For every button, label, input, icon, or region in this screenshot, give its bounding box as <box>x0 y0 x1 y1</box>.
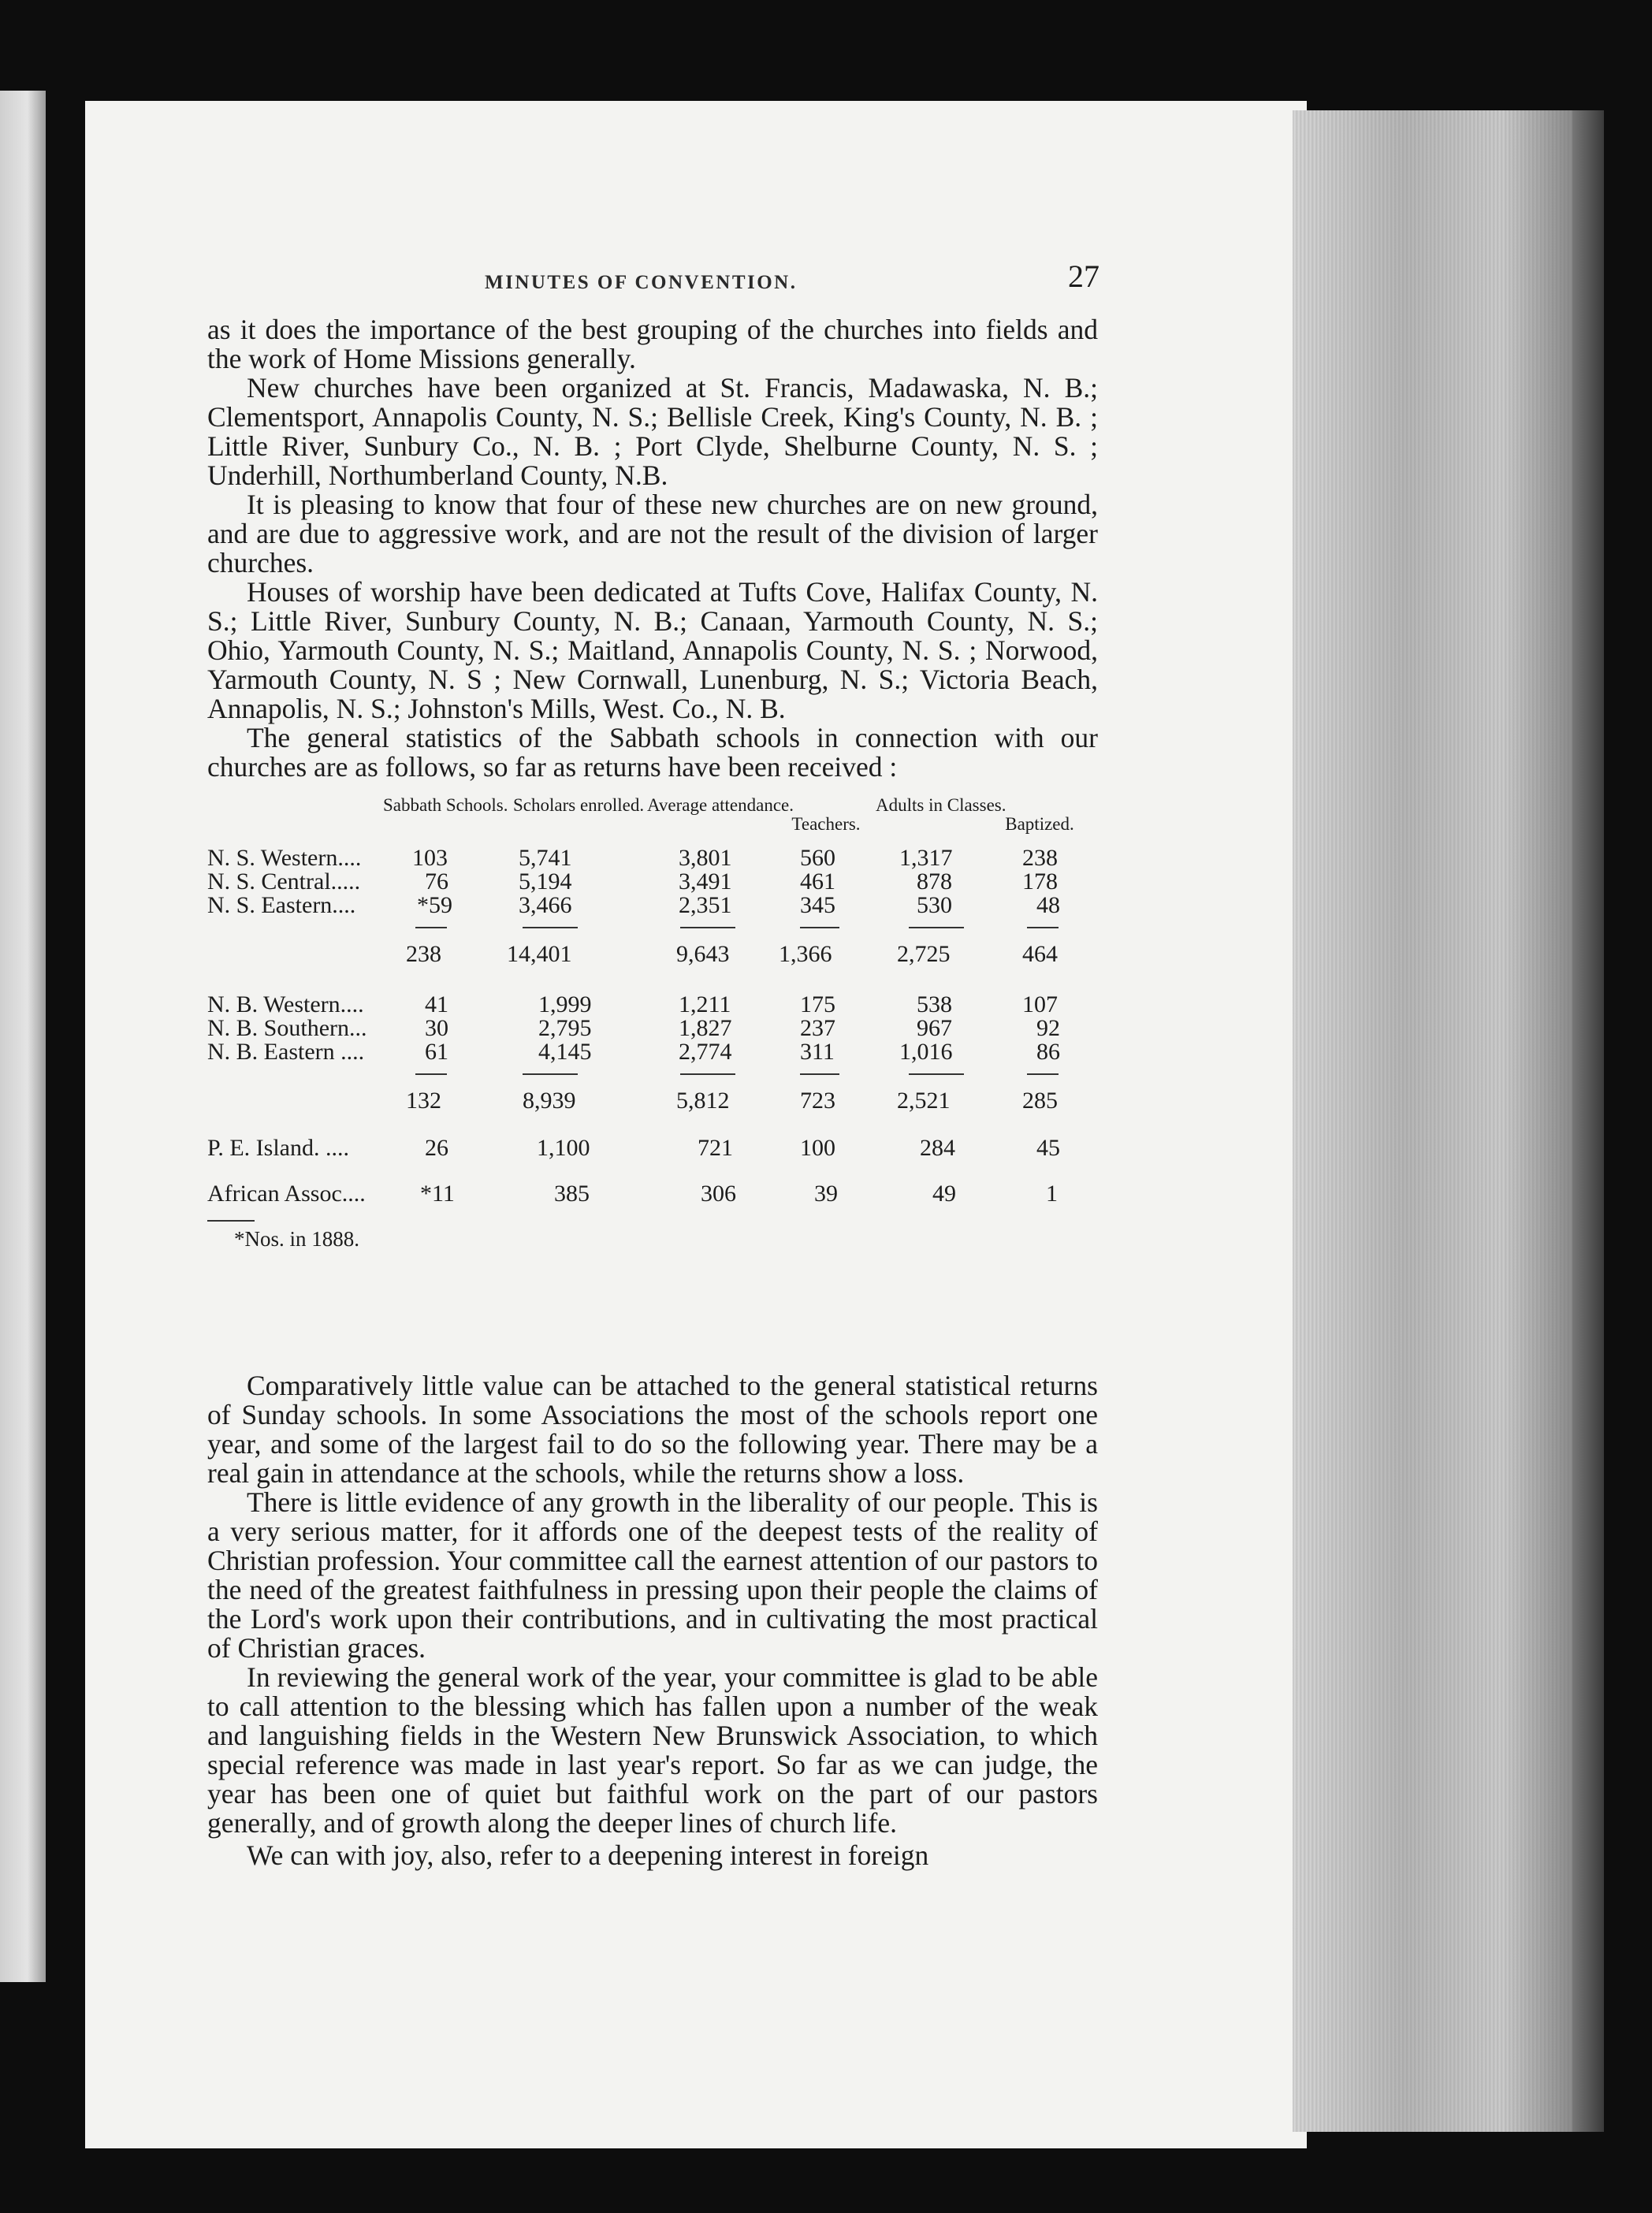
rule <box>523 1073 578 1075</box>
facing-page-edge <box>0 91 46 1982</box>
paragraph: New churches have been organized at St. Francis, Madawaska, N. B.; Clementsport, Annapolis County, N. S.; Bellisle Creek, King's County, N. B. ; Little River, Sunbury Co., N. B. ; Port Clyde, Shelburne County, N. S. ; Underhill, Northumberland County, N.B. <box>207 372 1098 491</box>
table-cell: 178 <box>1022 868 1058 894</box>
table-cell: 48 <box>1036 892 1060 918</box>
rule <box>1027 927 1059 928</box>
paragraph: In reviewing the general work of the year, your committee is glad to be able to call attention to the blessing which has fallen upon a number of the weak and languishing fields in the Western New Brunswick Association, to which special reference was made in last year's report. So far as we can judge, the year has been one of quiet but faithful work on the part of our pastors generally, and of growth along the deeper lines of church life. <box>207 1661 1098 1839</box>
table-cell: 4,145 <box>538 1039 592 1065</box>
paragraph: The general statistics of the Sabbath schools in connection with our churches are as follows, so far as returns have been received : <box>207 722 1098 783</box>
table-cell: *11 <box>420 1181 455 1207</box>
table-cell: 49 <box>932 1181 956 1207</box>
table-cell: 385 <box>554 1181 590 1207</box>
subtotal-cell: 723 <box>800 1088 835 1114</box>
rule <box>909 927 964 928</box>
sabbath-school-statistics-table <box>207 796 1098 1371</box>
subtotal-cell: 132 <box>406 1088 441 1114</box>
subtotal-cell: 14,401 <box>507 941 572 967</box>
table-cell: 538 <box>917 991 952 1017</box>
running-title: MINUTES OF CONVENTION. <box>485 272 798 293</box>
table-cell: 5,741 <box>519 845 572 871</box>
paragraph: Comparatively little value can be attached to the general statistical returns of Sunday schools. In some Associations the most of the schools report one year, and some of the largest fail to do so the following year. There may be a real gain in attendance at the schools, while the returns show a loss. <box>207 1370 1098 1489</box>
table-cell: 967 <box>917 1015 952 1041</box>
row-label: N. B. Southern... <box>207 1015 367 1041</box>
rule <box>800 1073 839 1075</box>
table-cell: 30 <box>425 1015 448 1041</box>
subtotal-cell: 8,939 <box>523 1088 576 1114</box>
rule <box>909 1073 964 1075</box>
subtotal-cell: 5,812 <box>676 1088 730 1114</box>
table-cell: 107 <box>1022 991 1058 1017</box>
table-cell: 2,774 <box>679 1039 732 1065</box>
column-header: Scholars enrolled. <box>513 795 645 815</box>
paragraph: There is little evidence of any growth in the liberality of our people. This is a very serious matter, for it affords one of the deepest tests of the reality of Christian profession. Your committee call the earnest attention of our pastors to the need of the greatest faithfulness in pressing upon their people the claims of the Lord's work upon their contributions, and in cultivating the most practical of Christian graces. <box>207 1486 1098 1664</box>
table-cell: 3,491 <box>679 868 732 894</box>
row-label: African Assoc.... <box>207 1181 366 1207</box>
row-label: N. S. Central..... <box>207 868 361 894</box>
page-block-edge <box>1293 110 1572 2132</box>
rule <box>1027 1073 1059 1075</box>
running-head <box>207 258 1099 315</box>
paragraph: Houses of worship have been dedicated at Tufts Cove, Halifax County, N. S.; Little River, Sunbury County, N. B.; Canaan, Yarmouth County, N. S.; Ohio, Yarmouth County, N. S.; Maitland, Annapolis County, N. S. ; Norwood, Yarmouth County, N. S ; New Cornwall, Lunenburg, N. S.; Victoria Beach, Annapolis, N. S.; Johnston's Mills, West. Co., N. B. <box>207 576 1098 724</box>
subtotal-cell: 2,725 <box>897 941 951 967</box>
table-cell: 284 <box>920 1135 955 1161</box>
row-label: N. B. Eastern .... <box>207 1039 365 1065</box>
subtotal-cell: 464 <box>1022 941 1058 967</box>
rule <box>415 927 447 928</box>
table-cell: 1,016 <box>899 1039 953 1065</box>
table-cell: 26 <box>425 1135 448 1161</box>
table-cell: 45 <box>1036 1135 1060 1161</box>
table-cell: 100 <box>800 1135 835 1161</box>
row-label: N. S. Western.... <box>207 845 362 871</box>
subtotal-cell: 2,521 <box>897 1088 951 1114</box>
row-label: P. E. Island. .... <box>207 1135 349 1161</box>
subtotal-cell: 1,366 <box>779 941 832 967</box>
table-cell: 878 <box>917 868 952 894</box>
table-cell: 103 <box>412 845 448 871</box>
subtotal-cell: 238 <box>406 941 441 967</box>
table-cell: 345 <box>800 892 835 918</box>
table-cell: 2,351 <box>679 892 732 918</box>
table-cell: 311 <box>800 1039 835 1065</box>
column-header: Sabbath Schools. <box>383 795 508 815</box>
page-number: 27 <box>1068 258 1099 294</box>
table-cell: 39 <box>814 1181 838 1207</box>
row-label: N. S. Eastern.... <box>207 892 356 918</box>
rule <box>523 927 578 928</box>
table-cell: 3,466 <box>519 892 572 918</box>
footnote: *Nos. in 1888. <box>234 1227 360 1251</box>
table-cell: 76 <box>425 868 448 894</box>
table-cell: 1,100 <box>537 1135 590 1161</box>
table-cell: 530 <box>917 892 952 918</box>
column-header: Adults in Classes. <box>876 795 1006 815</box>
subtotal-cell: 9,643 <box>676 941 730 967</box>
rule <box>680 1073 735 1075</box>
paragraph: as it does the importance of the best grouping of the churches into fields and the work of Home Missions generally. <box>207 314 1098 374</box>
table-cell: 1,999 <box>538 991 592 1017</box>
page-content <box>207 258 1099 1871</box>
table-cell: 1 <box>1046 1181 1058 1207</box>
rule <box>800 927 839 928</box>
table-cell: 1,317 <box>899 845 953 871</box>
table-cell: 1,211 <box>679 991 731 1017</box>
table-cell: 61 <box>425 1039 448 1065</box>
column-header: Baptized. <box>1005 814 1074 834</box>
table-cell: 237 <box>800 1015 835 1041</box>
table-cell: 92 <box>1036 1015 1060 1041</box>
table-cell: 721 <box>698 1135 733 1161</box>
table-cell: 461 <box>800 868 835 894</box>
paragraph: We can with joy, also, refer to a deepening interest in foreign <box>247 1839 929 1871</box>
table-cell: 238 <box>1022 845 1058 871</box>
footnote-rule <box>207 1220 255 1222</box>
rule <box>415 1073 447 1075</box>
column-header: Teachers. <box>791 814 861 834</box>
table-cell: 3,801 <box>679 845 732 871</box>
table-cell: 86 <box>1036 1039 1060 1065</box>
subtotal-cell: 285 <box>1022 1088 1058 1114</box>
table-cell: 41 <box>425 991 448 1017</box>
paragraph: It is pleasing to know that four of these new churches are on new ground, and are due to aggressive work, and are not the result of the division of larger churches. <box>207 489 1098 578</box>
table-cell: 560 <box>800 845 835 871</box>
rule <box>680 927 735 928</box>
table-cell: *59 <box>417 892 452 918</box>
table-cell: 175 <box>800 991 835 1017</box>
column-header: Average attendance. <box>647 795 794 815</box>
table-cell: 306 <box>701 1181 736 1207</box>
table-cell: 5,194 <box>519 868 572 894</box>
table-cell: 2,795 <box>538 1015 592 1041</box>
table-cell: 1,827 <box>679 1015 732 1041</box>
row-label: N. B. Western.... <box>207 991 364 1017</box>
